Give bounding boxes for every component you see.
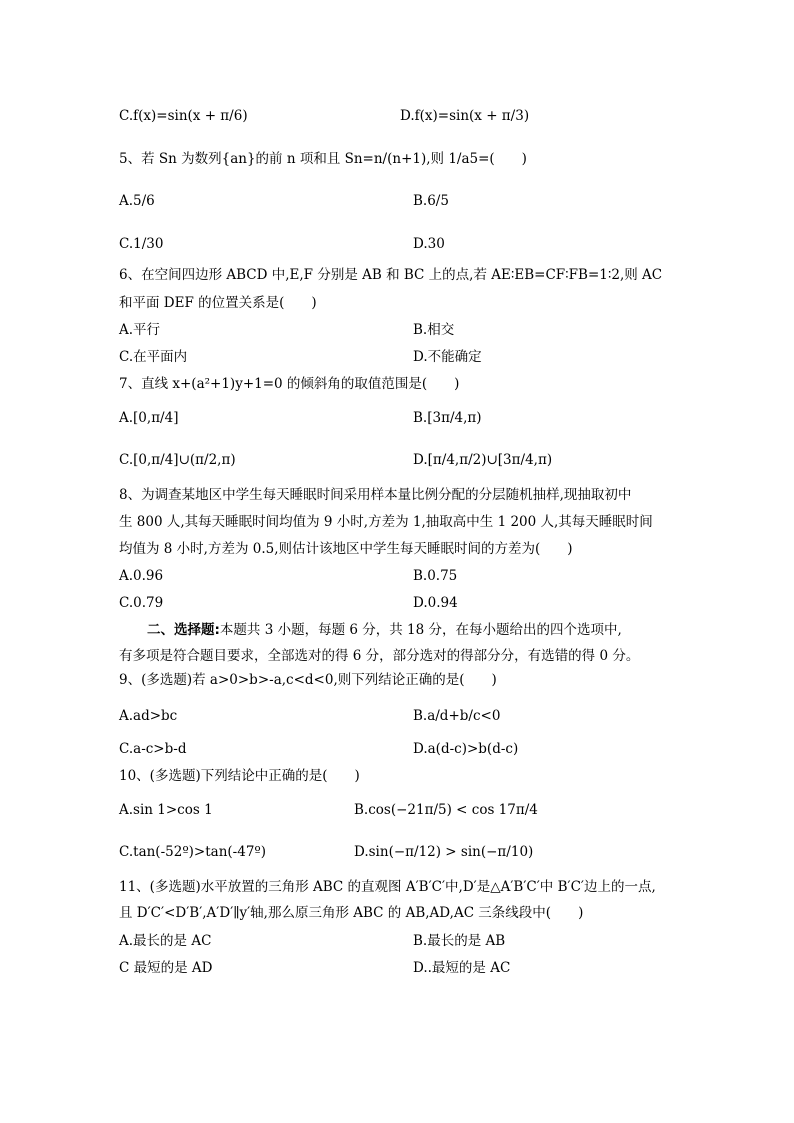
q8-stem-line2: 生 800 人,其每天睡眠时间均值为 9 小时,方差为 1,抽取高中生 1 200 人,其每天睡眠时间: [119, 514, 653, 530]
q8-stem-line3: 均值为 8 小时,方差为 0.5,则估计该地区中学生每天睡眠时间的方差为( ): [119, 541, 573, 557]
section2-text-line1: 本题共 3 小题，每题 6 分，共 18 分，在每小题给出的四个选项中,: [219, 622, 622, 638]
q6-option-a: A.平行: [119, 322, 161, 338]
q4-option-c: C.f(x)=sin(x + π/6): [119, 108, 248, 124]
q10-stem: 10、(多选题)下列结论中正确的是( ): [119, 768, 360, 784]
section2-title: 二、选择题:: [147, 622, 220, 638]
q6-option-c: C.在平面内: [119, 349, 188, 365]
q7-option-a: A.[0,π/4]: [119, 410, 179, 426]
q6-stem-line2: 和平面 DEF 的位置关系是( ): [119, 295, 317, 311]
q6-option-b: B.相交: [413, 322, 455, 338]
q11-option-c: C 最短的是 AD: [119, 960, 213, 976]
q7-option-d: D.[π/4,π/2)∪[3π/4,π): [413, 452, 553, 468]
q10-option-d: D.sin(−π/12) > sin(−π/10): [354, 844, 534, 860]
q9-option-c: C.a-c>b-d: [119, 741, 187, 757]
q8-option-b: B.0.75: [413, 568, 458, 584]
q11-option-d: D..最短的是 AC: [413, 960, 511, 976]
q5-option-a: A.5/6: [119, 193, 155, 209]
q9-option-a: A.ad>bc: [119, 708, 178, 724]
q7-option-b: B.[3π/4,π): [413, 410, 482, 426]
q10-option-b: B.cos(−21π/5) < cos 17π/4: [354, 802, 538, 818]
q5-option-d: D.30: [413, 236, 445, 252]
q8-option-c: C.0.79: [119, 595, 164, 611]
section2-text-line2: 有多项是符合题目要求，全部选对的得 6 分，部分选对的得部分分，有选错的得 0 分。: [119, 648, 640, 664]
q9-option-d: D.a(d-c)>b(d-c): [413, 741, 519, 757]
q8-option-a: A.0.96: [119, 568, 164, 584]
q7-option-c: C.[0,π/4]∪(π/2,π): [119, 452, 236, 468]
q5-option-b: B.6/5: [413, 193, 449, 209]
q5-stem: 5、若 Sn 为数列{an}的前 n 项和且 Sn=n/(n+1),则 1/a5=( ): [119, 151, 527, 167]
q11-option-b: B.最长的是 AB: [413, 933, 506, 949]
q9-option-b: B.a/d+b/c<0: [413, 708, 501, 724]
q6-stem-line1: 6、在空间四边形 ABCD 中,E,F 分别是 AB 和 BC 上的点,若 AE∶EB=CF∶FB=1∶2,则 AC: [119, 267, 663, 283]
q6-option-d: D.不能确定: [413, 349, 482, 365]
q5-option-c: C.1/30: [119, 236, 164, 252]
q10-option-c: C.tan(-52º)>tan(-47º): [119, 844, 267, 860]
q8-stem-line1: 8、为调查某地区中学生每天睡眠时间采用样本量比例分配的分层随机抽样,现抽取初中: [119, 487, 632, 503]
q10-option-a: A.sin 1>cos 1: [119, 802, 213, 818]
section2-heading: [147, 620, 622, 640]
q11-stem-line2: 且 D′C′<D′B′,A′D′∥y′轴,那么原三角形 ABC 的 AB,AD,AC 三条线段中( ): [119, 905, 584, 921]
q9-stem: 9、(多选题)若 a>0>b>-a,c<d<0,则下列结论正确的是( ): [119, 672, 497, 688]
q8-option-d: D.0.94: [413, 595, 458, 611]
q11-option-a: A.最长的是 AC: [119, 933, 212, 949]
q7-stem: 7、直线 x+(a²+1)y+1=0 的倾斜角的取值范围是( ): [119, 376, 460, 392]
q4-option-d: D.f(x)=sin(x + π/3): [400, 108, 530, 124]
q11-stem-line1: 11、(多选题)水平放置的三角形 ABC 的直观图 A′B′C′中,D′是△A′B′C′中 B′C′边上的一点,: [119, 879, 656, 895]
